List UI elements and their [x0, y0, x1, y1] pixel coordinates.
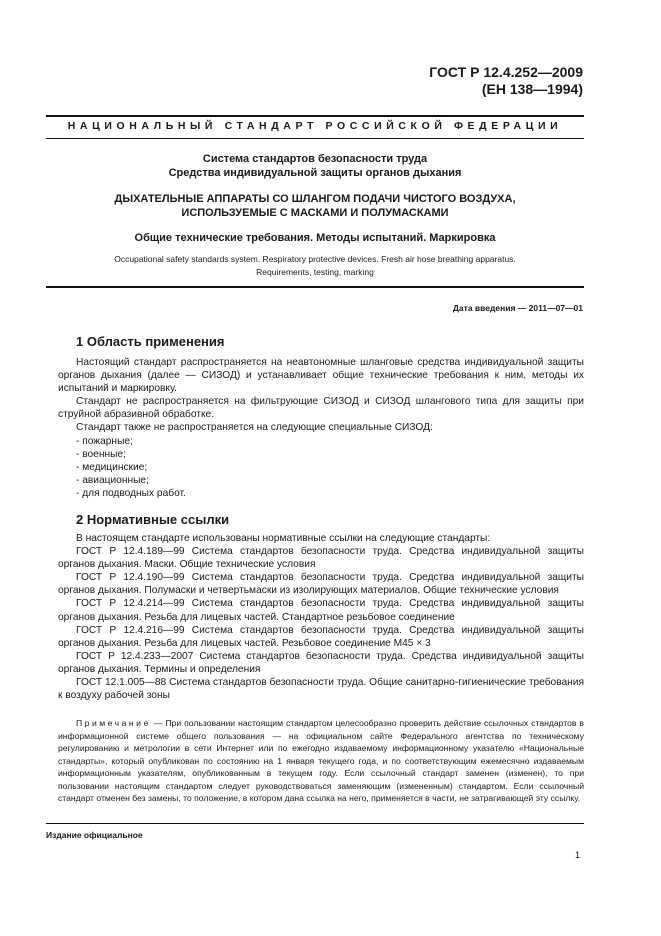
english-title-line: Occupational safety standards system. Respiratory protective devices. Fresh air hose breathing apparatus. — [114, 254, 516, 264]
list-item: - авиационные; — [76, 474, 149, 486]
english-title-line: Requirements, testing, marking — [256, 267, 374, 277]
reference-item: ГОСТ Р 12.4.214—99 Система стандартов безопасности труда. Средства индивидуальной защиты органов дыхания. Резьба для лицевых частей. Стандартное резьбовое соединение — [58, 598, 584, 623]
paragraph: Стандарт также не распространяется на следующие специальные СИЗОД: — [76, 422, 433, 434]
footer-rule — [46, 823, 584, 824]
note-text: — При пользовании настоящим стандартом целесообразно проверить действие ссылочных стандартов в информационной системе общего пользования — на официальном сайте Федерального агентства по техническому регулированию и метрологии в сети Интернет или по ежегодно издаваемому информационному указателю «Национальные стандарты», который опубликован по состоянию на 1 января текущего года, и по соответствующим ежемесячно издаваемым информационным указателям, опубликованным в текущем году. Если ссылочный стандарт заменен (изменен), то при пользовании настоящим стандартом следует руководствоваться заменяющим (измененным) стандартом. Если ссылочный стандарт отменен без замены, то положение, в котором дана ссылка на него, применяется в части, не затрагивающей эту ссылку. — [58, 718, 584, 803]
paragraph: В настоящем стандарте использованы нормативные ссылки на следующие стандарты: — [76, 533, 491, 544]
note — [58, 717, 584, 805]
top-rule — [46, 115, 584, 117]
list-item: - пожарные; — [76, 435, 133, 447]
paragraph: Стандарт не распространяется на фильтрующие СИЗОД и СИЗОД шлангового типа для защиты при струйной абразивной обработке. — [58, 396, 584, 421]
list-item: - для подводных работ. — [76, 487, 186, 499]
main-title-line: ДЫХАТЕЛЬНЫЕ АППАРАТЫ СО ШЛАНГОМ ПОДАЧИ ЧИСТОГО ВОЗДУХА, — [114, 193, 516, 205]
page-number: 1 — [574, 850, 580, 860]
subtitle: Общие технические требования. Методы испытаний. Маркировка — [134, 232, 496, 244]
system-title-line: Средства индивидуальной защиты органов дыхания — [168, 167, 462, 179]
standard-code-en: (ЕН 138—1994) — [481, 81, 583, 97]
reference-item: ГОСТ Р 12.4.189—99 Система стандартов безопасности труда. Средства индивидуальной защиты органов дыхания. Маски. Общие технические условия — [58, 546, 584, 571]
introduction-date: Дата введения — 2011—07—01 — [452, 303, 583, 313]
reference-item: ГОСТ Р 12.4.216—99 Система стандартов безопасности труда. Средства индивидуальной защиты органов дыхания. Резьба для лицевых частей. Резьбовое соединение М45 × 3 — [58, 624, 584, 649]
national-standard-banner: НАЦИОНАЛЬНЫЙ СТАНДАРТ РОССИЙСКОЙ ФЕДЕРАЦИИ — [67, 120, 563, 132]
note-label: Примечание — [76, 718, 151, 728]
standard-code — [429, 64, 583, 98]
section-1-heading: 1 Область применения — [76, 334, 225, 349]
english-title — [46, 253, 584, 279]
official-edition-label: Издание официальное — [46, 830, 143, 840]
reference-item: ГОСТ Р 12.4.190—99 Система стандартов безопасности труда. Средства индивидуальной защиты органов дыхания. Полумаски и четвертьмаски из изолирующих материалов. Общие технические условия — [58, 572, 584, 597]
list-item: - военные; — [76, 448, 126, 460]
standard-code-line: ГОСТ Р 12.4.252—2009 — [429, 64, 583, 80]
banner-rule — [46, 138, 584, 139]
main-title — [46, 192, 584, 220]
main-title-line: ИСПОЛЬЗУЕМЫЕ С МАСКАМИ И ПОЛУМАСКАМИ — [181, 207, 449, 219]
system-title — [46, 152, 584, 180]
title-rule — [46, 286, 584, 288]
section-1-body — [58, 356, 584, 500]
system-title-line: Система стандартов безопасности труда — [202, 153, 428, 165]
reference-item: ГОСТ 12.1.005—88 Система стандартов безопасности труда. Общие санитарно-гигиенические требования к воздуху рабочей зоны — [58, 677, 584, 702]
list-item: - медицинские; — [76, 461, 148, 473]
section-2-heading: 2 Нормативные ссылки — [76, 512, 230, 527]
section-2-body — [58, 532, 584, 702]
reference-item: ГОСТ Р 12.4.233—2007 Система стандартов безопасности труда. Средства индивидуальной защиты органов дыхания. Термины и определения — [58, 650, 584, 675]
paragraph: Настоящий стандарт распространяется на неавтономные шланговые средства индивидуальной защиты органов дыхания (далее — СИЗОД) и устанавливает общие технические требования к ним, методы их испытаний и маркировку. — [58, 357, 584, 395]
